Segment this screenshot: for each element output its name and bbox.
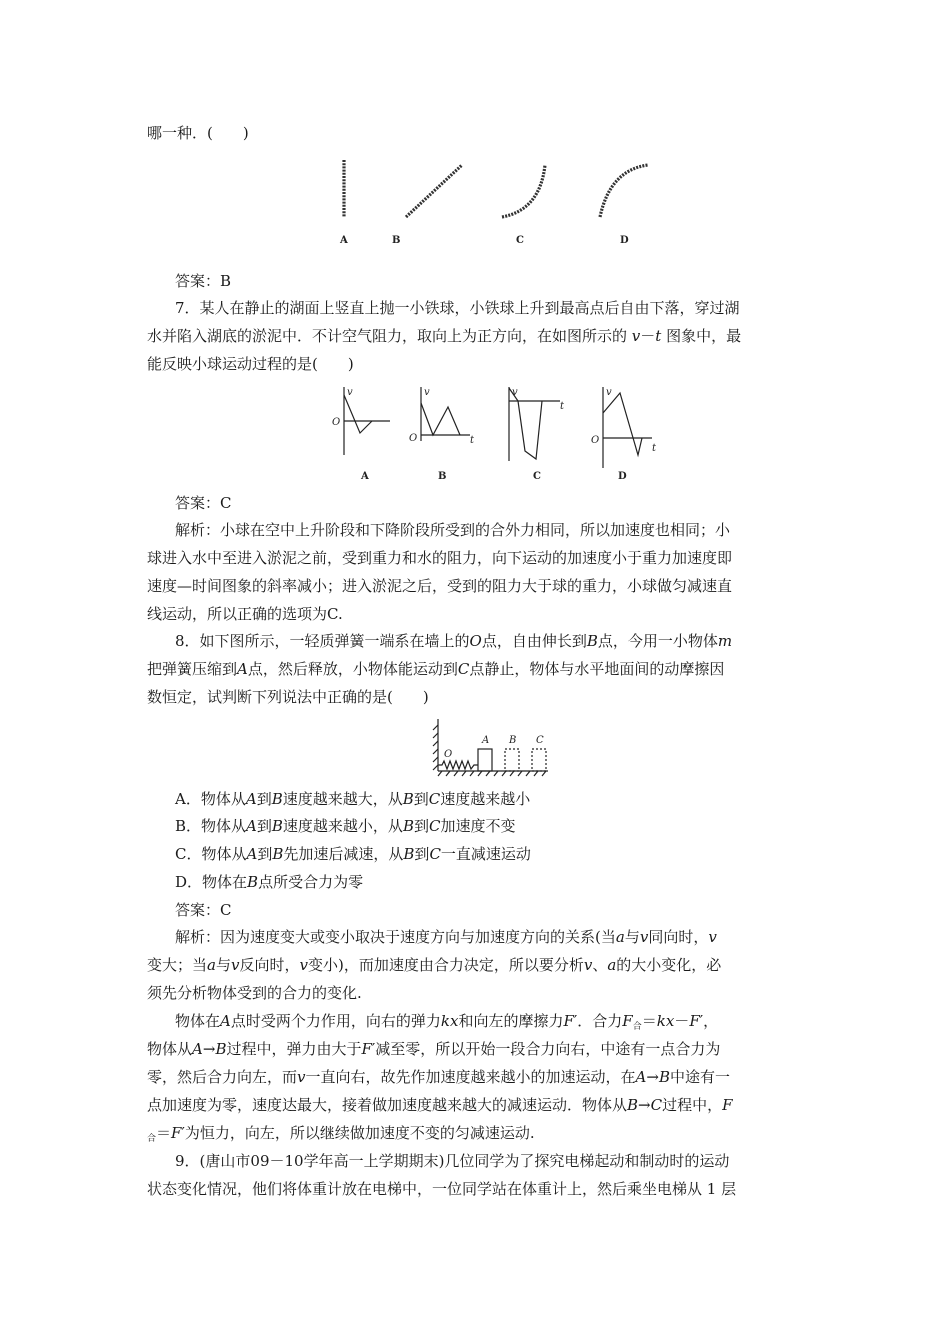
- graph-d-line: [603, 393, 642, 455]
- graph-a-v: v: [347, 387, 353, 398]
- fig-label-c: C: [536, 735, 544, 746]
- q6-chain-figures: [330, 155, 670, 255]
- q8-line2: 把弹簧压缩到A点，然后释放，小物体能运动到C点静止，物体与水平地面间的动摩擦因: [147, 660, 725, 678]
- graph-label-b: B: [438, 471, 447, 482]
- graph-label-d: D: [618, 471, 627, 482]
- chain-label-a: A: [340, 235, 348, 246]
- q7-line2: 水并陷入湖底的淤泥中．不计空气阻力，取向上为正方向，在如图所示的 v－t 图象中，最: [147, 327, 742, 345]
- q8-analysis-4: 物体在A点时受两个力作用，向右的弹力kx和向左的摩擦力F′．合力$F_合=kx-F'$，: [175, 1012, 719, 1032]
- chain-d-curve: [600, 165, 648, 217]
- q7-analysis-4: 线运动，所以正确的选项为C.: [147, 605, 343, 623]
- q8-analysis-2: 变大；当a与v反向时，v变小)，而加速度由合力决定，所以要分析v、a的大小变化，必: [147, 956, 722, 974]
- graph-label-c: C: [533, 471, 541, 482]
- q8-analysis-5: 物体从A→B过程中，弹力由大于F′减至零，所以开始一段合力向右，中途有一点合力为: [147, 1040, 721, 1058]
- q8-option-b: B．物体从A到B速度越来越小，从B到C加速度不变: [175, 817, 516, 835]
- q9-line1: 9．(唐山市09－10学年高一上学期期末)几位同学为了探究电梯起动和制动时的运动: [175, 1152, 730, 1170]
- fig-label-o: O: [444, 749, 453, 760]
- graph-b-v: v: [424, 387, 430, 398]
- q7-analysis-1: 解析：小球在空中上升阶段和下降阶段所受到的合外力相同，所以加速度也相同；小: [175, 521, 731, 539]
- graph-label-a: A: [361, 471, 369, 482]
- fig-label-a: A: [482, 735, 490, 746]
- q7-line3: 能反映小球运动过程的是( ): [147, 355, 354, 373]
- graph-c-t: t: [560, 401, 565, 412]
- q8-analysis-3: 须先分析物体受到的合力的变化.: [147, 984, 362, 1002]
- chain-c-curve: [502, 165, 545, 217]
- q8-line3: 数恒定，试判断下列说法中正确的是( ): [147, 688, 429, 706]
- graph-a-o: O: [332, 417, 341, 428]
- graph-d-o: O: [591, 435, 600, 446]
- chain-b-straight: [406, 165, 462, 217]
- graph-b-o: O: [409, 433, 418, 444]
- block-c: [532, 749, 546, 771]
- q7-vt-graphs: [320, 383, 680, 483]
- q8-option-a: A．物体从A到B速度越来越大，从B到C速度越来越小: [175, 790, 531, 808]
- graph-b-t: t: [470, 435, 475, 446]
- chain-label-d: D: [620, 235, 629, 246]
- chain-label-c: C: [516, 235, 524, 246]
- q6-question-tail: 哪一种．( ): [147, 124, 249, 142]
- graph-d-v: v: [606, 387, 612, 398]
- graph-a-line: [344, 395, 372, 433]
- q8-spring-figure: [430, 713, 560, 779]
- q7-analysis-3: 速度—时间图象的斜率减小；进入淤泥之后，受到的阻力大于球的重力，小球做匀减速直: [147, 577, 733, 595]
- q8-answer: 答案：C: [175, 901, 232, 919]
- q8-analysis-7: 点加速度为零，速度达最大，接着做加速度越来越大的减速运动．物体从B→C过程中，F: [147, 1096, 733, 1114]
- graph-d-t: t: [652, 443, 657, 454]
- q6-answer: 答案：B: [175, 272, 232, 290]
- graph-c-v: v: [512, 387, 518, 398]
- q7-line1: 7．某人在静止的湖面上竖直上抛一小铁球，小铁球上升到最高点后自由下落，穿过湖: [175, 299, 740, 317]
- q8-option-c: C．物体从A到B先加速后减速，从B到C一直减速运动: [175, 845, 531, 863]
- chain-label-b: B: [392, 235, 401, 246]
- spring: [438, 761, 478, 769]
- q8-option-d: D．物体在B点所受合力为零: [175, 873, 364, 891]
- q9-line2: 状态变化情况，他们将体重计放在电梯中，一位同学站在体重计上，然后乘坐电梯从 1 层: [147, 1180, 737, 1198]
- q8-analysis-6: 零，然后合力向左，而v一直向右，故先作加速度越来越小的加速运动，在A→B中途有一: [147, 1068, 730, 1086]
- graph-b-line: [421, 403, 460, 435]
- fig-label-b: B: [509, 735, 517, 746]
- q8-line1: 8．如下图所示，一轻质弹簧一端系在墙上的O点，自由伸长到B点，今用一小物体m: [175, 632, 733, 650]
- q7-analysis-2: 球进入水中至进入淤泥之前，受到重力和水的阻力，向下运动的加速度小于重力加速度即: [147, 549, 733, 567]
- q8-analysis-8: $_合$＝F′为恒力，向左，所以继续做加速度不变的匀减速运动.: [147, 1124, 535, 1144]
- block-b: [505, 749, 519, 771]
- q7-answer: 答案：C: [175, 494, 232, 512]
- block-a: [478, 749, 492, 771]
- graph-c-line: [509, 388, 542, 459]
- q8-analysis-1: 解析：因为速度变大或变小取决于速度方向与加速度方向的关系(当a与v同向时，v: [175, 928, 717, 946]
